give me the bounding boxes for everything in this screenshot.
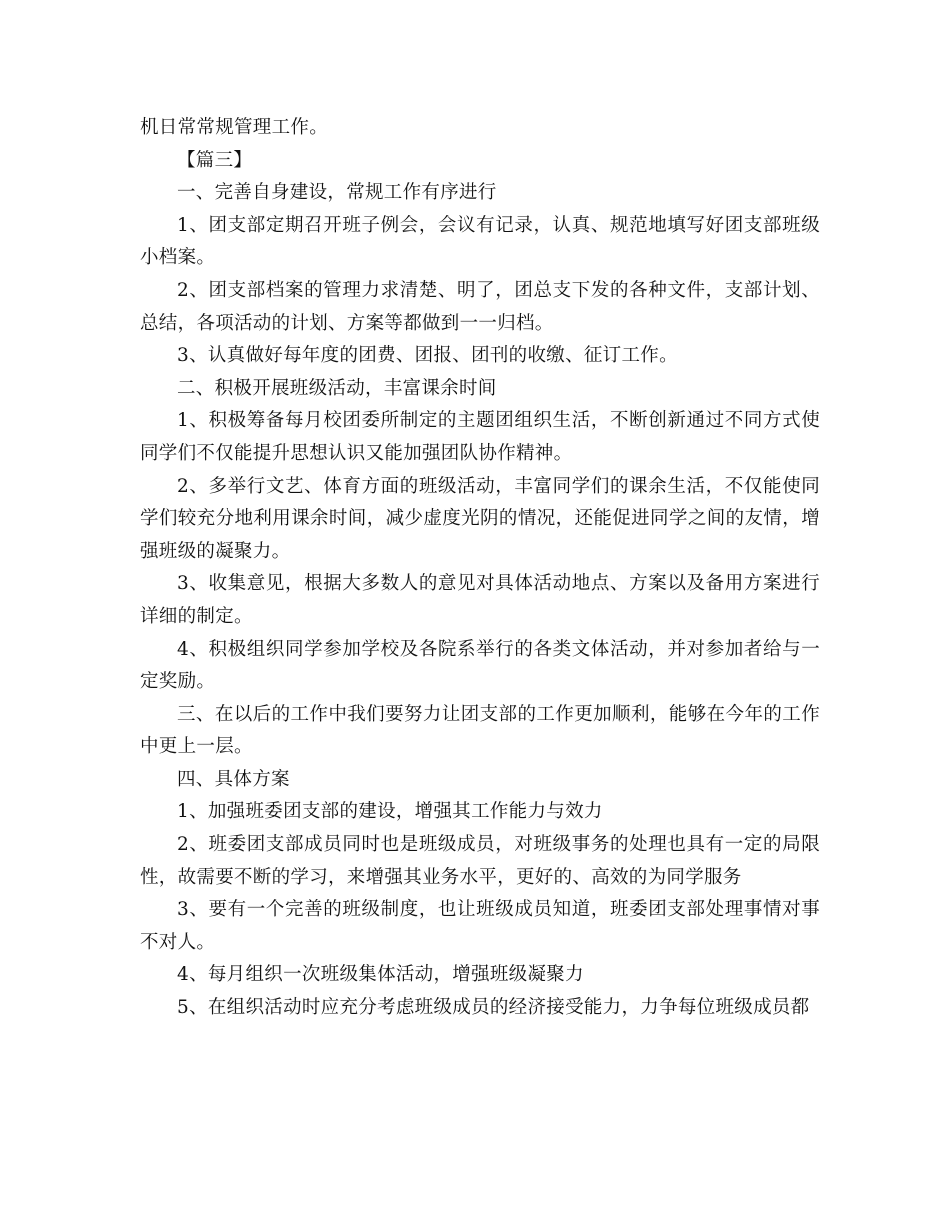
list-item: 2、团支部档案的管理力求清楚、明了，团总支下发的各种文件，支部计划、总结，各项活动的计划、方案等都做到一一归档。: [140, 279, 820, 334]
heading-part-three: 三、在以后的工作中我们要努力让团支部的工作更加顺利，能够在今年的工作中更上一层。: [140, 703, 820, 758]
document-body: [140, 112, 820, 1025]
list-item: 1、团支部定期召开班子例会，会议有记录，认真、规范地填写好团支部班级小档案。: [140, 214, 820, 269]
list-item: 1、积极筹备每月校团委所制定的主题团组织生活，不断创新通过不同方式使同学们不仅能提升思想认识又能加强团队协作精神。: [140, 410, 820, 464]
list-item: 4、每月组织一次班级集体活动，增强班级凝聚力: [177, 964, 584, 986]
list-item: 2、班委团支部成员同时也是班级成员，对班级事务的处理也具有一定的局限性，故需要不断的学习，来增强其业务水平，更好的、高效的为同学服务: [140, 834, 820, 888]
heading-part-two: 二、积极开展班级活动，丰富课余时间: [177, 377, 497, 399]
list-item: 2、多举行文艺、体育方面的班级活动，丰富同学们的课余生活，不仅能使同学们较充分地利用课余时间，减少虚度光阴的情况，还能促进同学之间的友情，增强班级的凝聚力。: [140, 475, 820, 562]
heading-part-four: 四、具体方案: [177, 768, 290, 790]
paragraph-continuation: 机日常常规管理工作。: [140, 117, 329, 138]
list-item: 3、收集意见，根据大多数人的意见对具体活动地点、方案以及备用方案进行详细的制定。: [140, 573, 820, 627]
heading-part-one: 一、完善自身建设，常规工作有序进行: [177, 182, 497, 204]
list-item: 5、在组织活动时应充分考虑班级成员的经济接受能力，力争每位班级成员都: [177, 997, 810, 1019]
list-item: 3、要有一个完善的班级制度，也让班级成员知道，班委团支部处理事情对事不对人。: [140, 899, 820, 953]
section-heading-pian-san: 【篇三】: [177, 149, 253, 171]
list-item: 3、认真做好每年度的团费、团报、团刊的收缴、征订工作。: [177, 345, 678, 367]
list-item: 1、加强班委团支部的建设，增强其工作能力与效力: [177, 801, 603, 823]
list-item: 4、积极组织同学参加学校及各院系举行的各类文体活动，并对参加者给与一定奖励。: [140, 638, 820, 693]
